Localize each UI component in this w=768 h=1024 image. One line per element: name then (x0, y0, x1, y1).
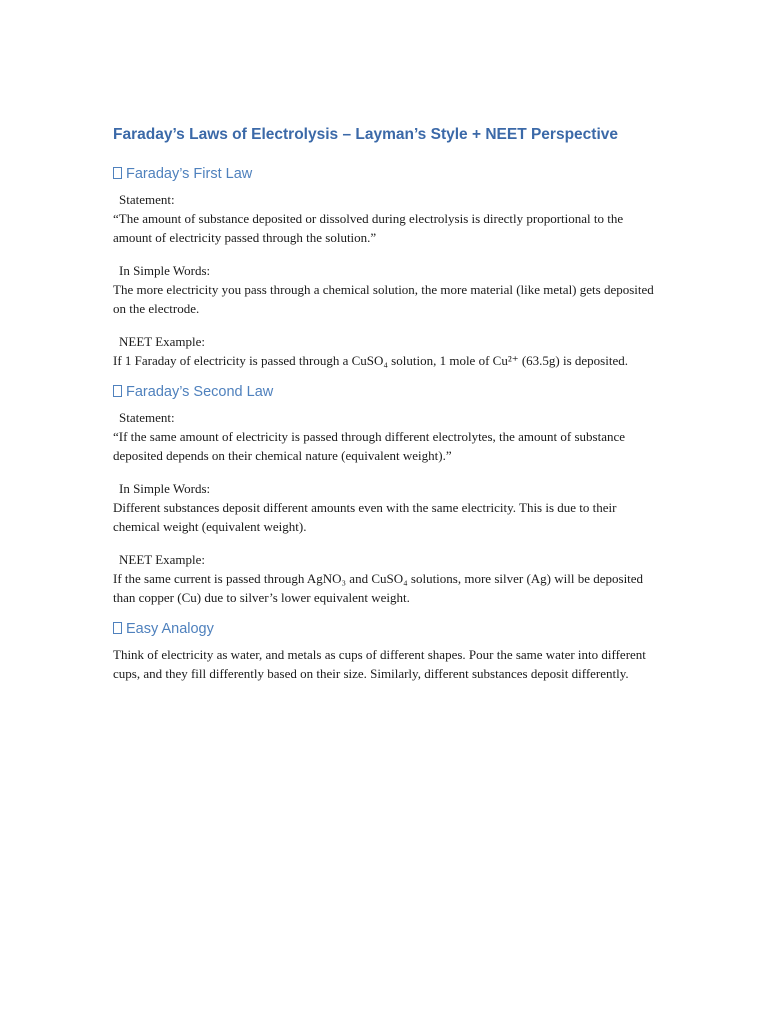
statement-label: Statement: (119, 192, 175, 207)
neet-example-label: NEET Example: (119, 334, 206, 349)
document-title: Faraday’s Laws of Electrolysis – Layman’s Style + NEET Perspective (113, 126, 618, 143)
neet-example-text: If the same current is passed through AgNO₃ and CuSO₄ solutions, more silver (Ag) will be deposited than copper (Cu) due to silver’s lower equivalent weight. (113, 571, 644, 605)
statement-label: Statement: (119, 410, 175, 425)
analogy-heading-text: Easy Analogy (126, 621, 214, 637)
missing-glyph-icon (113, 385, 122, 397)
missing-glyph-icon (113, 167, 122, 179)
document-page (113, 124, 661, 683)
analogy-heading (113, 619, 661, 639)
first-law-neet-example (113, 332, 661, 370)
second-law-simple-words (113, 479, 661, 536)
first-law-statement (113, 190, 661, 247)
first-law-heading-text: Faraday’s First Law (126, 166, 253, 182)
first-law-heading (113, 164, 661, 184)
simple-words-text: The more electricity you pass through a chemical solution, the more material (like metal) gets deposited on the electrode. (113, 282, 654, 316)
missing-glyph-icon (113, 622, 122, 634)
statement-text: “The amount of substance deposited or dissolved during electrolysis is directly proportional to the amount of electricity passed through the solution.” (113, 211, 624, 245)
section-easy-analogy (113, 619, 661, 683)
simple-words-label: In Simple Words: (119, 263, 211, 278)
second-law-heading (113, 382, 661, 402)
first-law-simple-words (113, 261, 661, 318)
statement-text: “If the same amount of electricity is passed through different electrolytes, the amount of substance deposited depends on their chemical nature (equivalent weight).” (113, 429, 626, 463)
second-law-neet-example (113, 550, 661, 607)
neet-example-text: If 1 Faraday of electricity is passed through a CuSO₄ solution, 1 mole of Cu²⁺ (63.5g) is deposited. (113, 353, 628, 368)
section-second-law (113, 382, 661, 607)
section-first-law (113, 164, 661, 370)
neet-example-label: NEET Example: (119, 552, 206, 567)
second-law-statement (113, 408, 661, 465)
simple-words-label: In Simple Words: (119, 481, 211, 496)
second-law-heading-text: Faraday’s Second Law (126, 384, 274, 400)
analogy-text: Think of electricity as water, and metals as cups of different shapes. Pour the same water into different cups, and they fill differently based on their size. Similarly, different substances deposit differently. (113, 647, 646, 681)
simple-words-text: Different substances deposit different amounts even with the same electricity. This is due to their chemical weight (equivalent weight). (113, 500, 617, 534)
